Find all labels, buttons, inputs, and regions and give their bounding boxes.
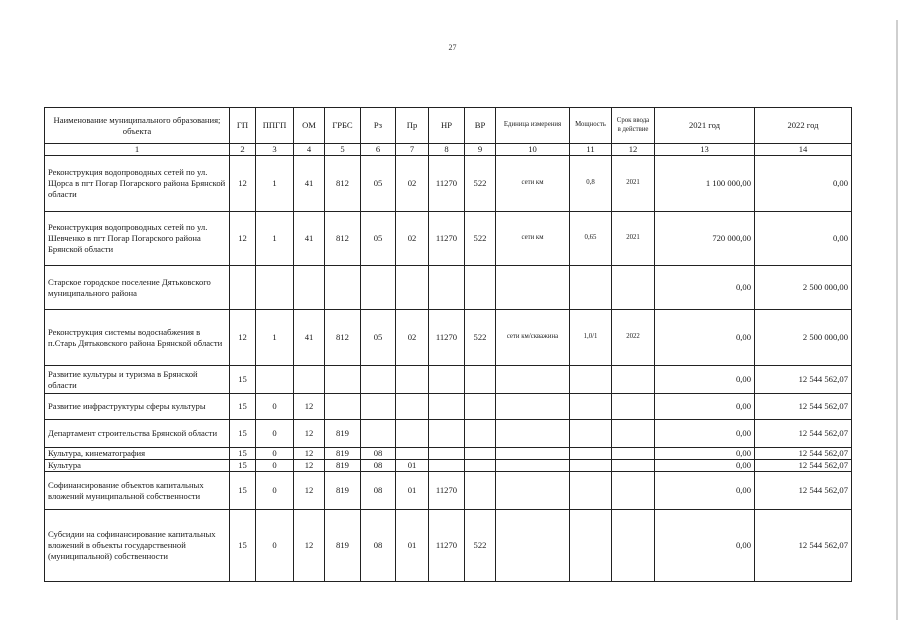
cell-grbs: 819: [325, 472, 361, 510]
cell-gp: 15: [230, 472, 256, 510]
cell-gp: 15: [230, 448, 256, 460]
cell-om: [294, 366, 325, 394]
cell-nr: 11270: [429, 156, 465, 212]
cell-unit: [496, 366, 570, 394]
header-vr: ВР: [465, 108, 496, 144]
cell-amount-2022: 12 544 562,07: [755, 394, 852, 420]
cell-capacity: [570, 420, 612, 448]
cell-nr: [429, 460, 465, 472]
cell-om: 41: [294, 310, 325, 366]
cell-commissioning-year: [612, 266, 655, 310]
cell-grbs: [325, 266, 361, 310]
cell-unit: [496, 460, 570, 472]
cell-amount-2021: 0,00: [655, 460, 755, 472]
index-cell: 7: [396, 144, 429, 156]
table-row: [45, 366, 852, 394]
cell-rz: [361, 420, 396, 448]
index-cell: 8: [429, 144, 465, 156]
table-row: [45, 460, 852, 472]
cell-grbs: 819: [325, 510, 361, 582]
cell-capacity: 0,65: [570, 212, 612, 266]
cell-grbs: 812: [325, 156, 361, 212]
cell-om: 12: [294, 510, 325, 582]
cell-gp: 12: [230, 310, 256, 366]
cell-commissioning-year: [612, 366, 655, 394]
cell-nr: 11270: [429, 310, 465, 366]
cell-capacity: [570, 472, 612, 510]
cell-object-name: Развитие инфраструктуры сферы культуры: [45, 394, 230, 420]
cell-vr: [465, 472, 496, 510]
cell-amount-2021: 0,00: [655, 420, 755, 448]
cell-object-name: Софинансирование объектов капитальных вложений муниципальной собственности: [45, 472, 230, 510]
cell-pr: [396, 266, 429, 310]
cell-om: 41: [294, 156, 325, 212]
table-row: [45, 212, 852, 266]
header-grbs: ГРБС: [325, 108, 361, 144]
cell-nr: 11270: [429, 510, 465, 582]
cell-commissioning-year: [612, 510, 655, 582]
cell-gp: 15: [230, 420, 256, 448]
cell-vr: [465, 420, 496, 448]
header-commissioning: Срок ввода в действие: [612, 108, 655, 144]
column-index-row: [45, 144, 852, 156]
header-pr: Пр: [396, 108, 429, 144]
cell-ppgp: 0: [256, 394, 294, 420]
header-row: [45, 108, 852, 144]
cell-capacity: [570, 460, 612, 472]
cell-object-name: Культура, кинематография: [45, 448, 230, 460]
cell-amount-2021: 0,00: [655, 366, 755, 394]
cell-object-name: Департамент строительства Брянской области: [45, 420, 230, 448]
index-cell: 3: [256, 144, 294, 156]
cell-amount-2022: 12 544 562,07: [755, 448, 852, 460]
cell-capacity: 0,8: [570, 156, 612, 212]
cell-commissioning-year: [612, 460, 655, 472]
page-number: 27: [448, 43, 457, 52]
cell-pr: 02: [396, 310, 429, 366]
cell-commissioning-year: 2022: [612, 310, 655, 366]
cell-nr: [429, 366, 465, 394]
table-row: [45, 448, 852, 460]
cell-amount-2021: 0,00: [655, 310, 755, 366]
cell-amount-2021: 0,00: [655, 510, 755, 582]
cell-amount-2022: 12 544 562,07: [755, 472, 852, 510]
cell-capacity: [570, 266, 612, 310]
cell-ppgp: [256, 266, 294, 310]
index-cell: 11: [570, 144, 612, 156]
cell-unit: [496, 266, 570, 310]
header-nr: НР: [429, 108, 465, 144]
cell-rz: 05: [361, 212, 396, 266]
cell-unit: сети км: [496, 156, 570, 212]
header-rz: Рз: [361, 108, 396, 144]
cell-pr: 01: [396, 460, 429, 472]
cell-ppgp: 0: [256, 460, 294, 472]
cell-gp: 15: [230, 460, 256, 472]
cell-unit: [496, 448, 570, 460]
cell-object-name: Развитие культуры и туризма в Брянской области: [45, 366, 230, 394]
table-row: [45, 266, 852, 310]
cell-om: 41: [294, 212, 325, 266]
header-gp: ГП: [230, 108, 256, 144]
index-cell: 14: [755, 144, 852, 156]
index-cell: 2: [230, 144, 256, 156]
index-cell: 6: [361, 144, 396, 156]
cell-pr: [396, 448, 429, 460]
cell-pr: 02: [396, 212, 429, 266]
cell-unit: сети км: [496, 212, 570, 266]
cell-grbs: 819: [325, 460, 361, 472]
cell-amount-2022: 2 500 000,00: [755, 310, 852, 366]
cell-unit: [496, 472, 570, 510]
cell-nr: 11270: [429, 212, 465, 266]
cell-om: 12: [294, 472, 325, 510]
cell-vr: [465, 266, 496, 310]
cell-pr: 01: [396, 510, 429, 582]
cell-rz: [361, 394, 396, 420]
cell-rz: 08: [361, 460, 396, 472]
cell-unit: [496, 420, 570, 448]
scan-edge-line: [896, 20, 898, 620]
cell-pr: [396, 366, 429, 394]
cell-amount-2022: 12 544 562,07: [755, 460, 852, 472]
cell-nr: [429, 394, 465, 420]
cell-capacity: [570, 448, 612, 460]
cell-ppgp: 1: [256, 156, 294, 212]
cell-amount-2022: 12 544 562,07: [755, 366, 852, 394]
cell-gp: 15: [230, 366, 256, 394]
header-ppgp: ППГП: [256, 108, 294, 144]
cell-grbs: 812: [325, 212, 361, 266]
cell-commissioning-year: 2021: [612, 212, 655, 266]
cell-amount-2021: 0,00: [655, 472, 755, 510]
cell-amount-2021: 1 100 000,00: [655, 156, 755, 212]
header-2021: 2021 год: [655, 108, 755, 144]
cell-unit: [496, 394, 570, 420]
cell-object-name: Реконструкция водопроводных сетей по ул. Шевченко в пгт Погар Погарского района Брянской области: [45, 212, 230, 266]
cell-ppgp: 1: [256, 212, 294, 266]
cell-nr: [429, 266, 465, 310]
cell-amount-2021: 0,00: [655, 394, 755, 420]
table-row: [45, 310, 852, 366]
cell-object-name: Реконструкция водопроводных сетей по ул. Щорса в пгт Погар Погарского района Брянской области: [45, 156, 230, 212]
table-row: [45, 420, 852, 448]
cell-grbs: [325, 366, 361, 394]
table-row: [45, 394, 852, 420]
cell-grbs: [325, 394, 361, 420]
cell-nr: [429, 448, 465, 460]
cell-gp: 12: [230, 156, 256, 212]
cell-commissioning-year: [612, 448, 655, 460]
cell-amount-2021: 0,00: [655, 266, 755, 310]
cell-commissioning-year: [612, 420, 655, 448]
cell-om: [294, 266, 325, 310]
index-cell: 13: [655, 144, 755, 156]
header-capacity: Мощность: [570, 108, 612, 144]
cell-ppgp: 1: [256, 310, 294, 366]
cell-vr: [465, 460, 496, 472]
cell-capacity: 1,0/1: [570, 310, 612, 366]
cell-vr: [465, 366, 496, 394]
cell-gp: 15: [230, 394, 256, 420]
cell-rz: 08: [361, 510, 396, 582]
cell-amount-2022: 0,00: [755, 212, 852, 266]
index-cell: 12: [612, 144, 655, 156]
cell-rz: [361, 266, 396, 310]
cell-object-name: Культура: [45, 460, 230, 472]
cell-commissioning-year: [612, 394, 655, 420]
cell-amount-2022: 0,00: [755, 156, 852, 212]
cell-om: 12: [294, 394, 325, 420]
cell-ppgp: 0: [256, 472, 294, 510]
index-cell: 10: [496, 144, 570, 156]
cell-object-name: Старское городское поселение Дятьковского муниципального района: [45, 266, 230, 310]
cell-object-name: Субсидии на софинансирование капитальных вложений в объекты государственной (муниципальной) собственности: [45, 510, 230, 582]
table-row: [45, 156, 852, 212]
cell-rz: 08: [361, 472, 396, 510]
cell-amount-2022: 2 500 000,00: [755, 266, 852, 310]
cell-gp: 15: [230, 510, 256, 582]
cell-vr: [465, 448, 496, 460]
cell-amount-2021: 0,00: [655, 448, 755, 460]
cell-amount-2022: 12 544 562,07: [755, 420, 852, 448]
header-name: Наименование муниципального образования; объекта: [45, 108, 230, 144]
cell-om: 12: [294, 448, 325, 460]
cell-commissioning-year: 2021: [612, 156, 655, 212]
cell-rz: 05: [361, 310, 396, 366]
cell-grbs: 819: [325, 448, 361, 460]
cell-unit: сети км/скважина: [496, 310, 570, 366]
cell-vr: 522: [465, 510, 496, 582]
cell-object-name: Реконструкция системы водоснабжения в п.Старь Дятьковского района Брянской области: [45, 310, 230, 366]
header-2022: 2022 год: [755, 108, 852, 144]
budget-table: [44, 107, 852, 582]
cell-amount-2022: 12 544 562,07: [755, 510, 852, 582]
cell-gp: [230, 266, 256, 310]
cell-ppgp: 0: [256, 510, 294, 582]
cell-unit: [496, 510, 570, 582]
cell-pr: 02: [396, 156, 429, 212]
cell-pr: [396, 420, 429, 448]
cell-capacity: [570, 394, 612, 420]
index-cell: 9: [465, 144, 496, 156]
index-cell: 1: [45, 144, 230, 156]
cell-pr: 01: [396, 472, 429, 510]
cell-ppgp: 0: [256, 448, 294, 460]
index-cell: 4: [294, 144, 325, 156]
cell-amount-2021: 720 000,00: [655, 212, 755, 266]
cell-grbs: 819: [325, 420, 361, 448]
index-cell: 5: [325, 144, 361, 156]
cell-rz: [361, 366, 396, 394]
cell-vr: 522: [465, 212, 496, 266]
cell-ppgp: [256, 366, 294, 394]
cell-grbs: 812: [325, 310, 361, 366]
table-row: [45, 472, 852, 510]
cell-vr: 522: [465, 310, 496, 366]
cell-vr: [465, 394, 496, 420]
cell-pr: [396, 394, 429, 420]
header-om: ОМ: [294, 108, 325, 144]
table-row: [45, 510, 852, 582]
cell-commissioning-year: [612, 472, 655, 510]
cell-vr: 522: [465, 156, 496, 212]
cell-gp: 12: [230, 212, 256, 266]
cell-rz: 05: [361, 156, 396, 212]
cell-nr: [429, 420, 465, 448]
cell-capacity: [570, 510, 612, 582]
cell-rz: 08: [361, 448, 396, 460]
cell-nr: 11270: [429, 472, 465, 510]
cell-capacity: [570, 366, 612, 394]
cell-om: 12: [294, 420, 325, 448]
cell-om: 12: [294, 460, 325, 472]
header-unit: Единица измерения: [496, 108, 570, 144]
cell-ppgp: 0: [256, 420, 294, 448]
